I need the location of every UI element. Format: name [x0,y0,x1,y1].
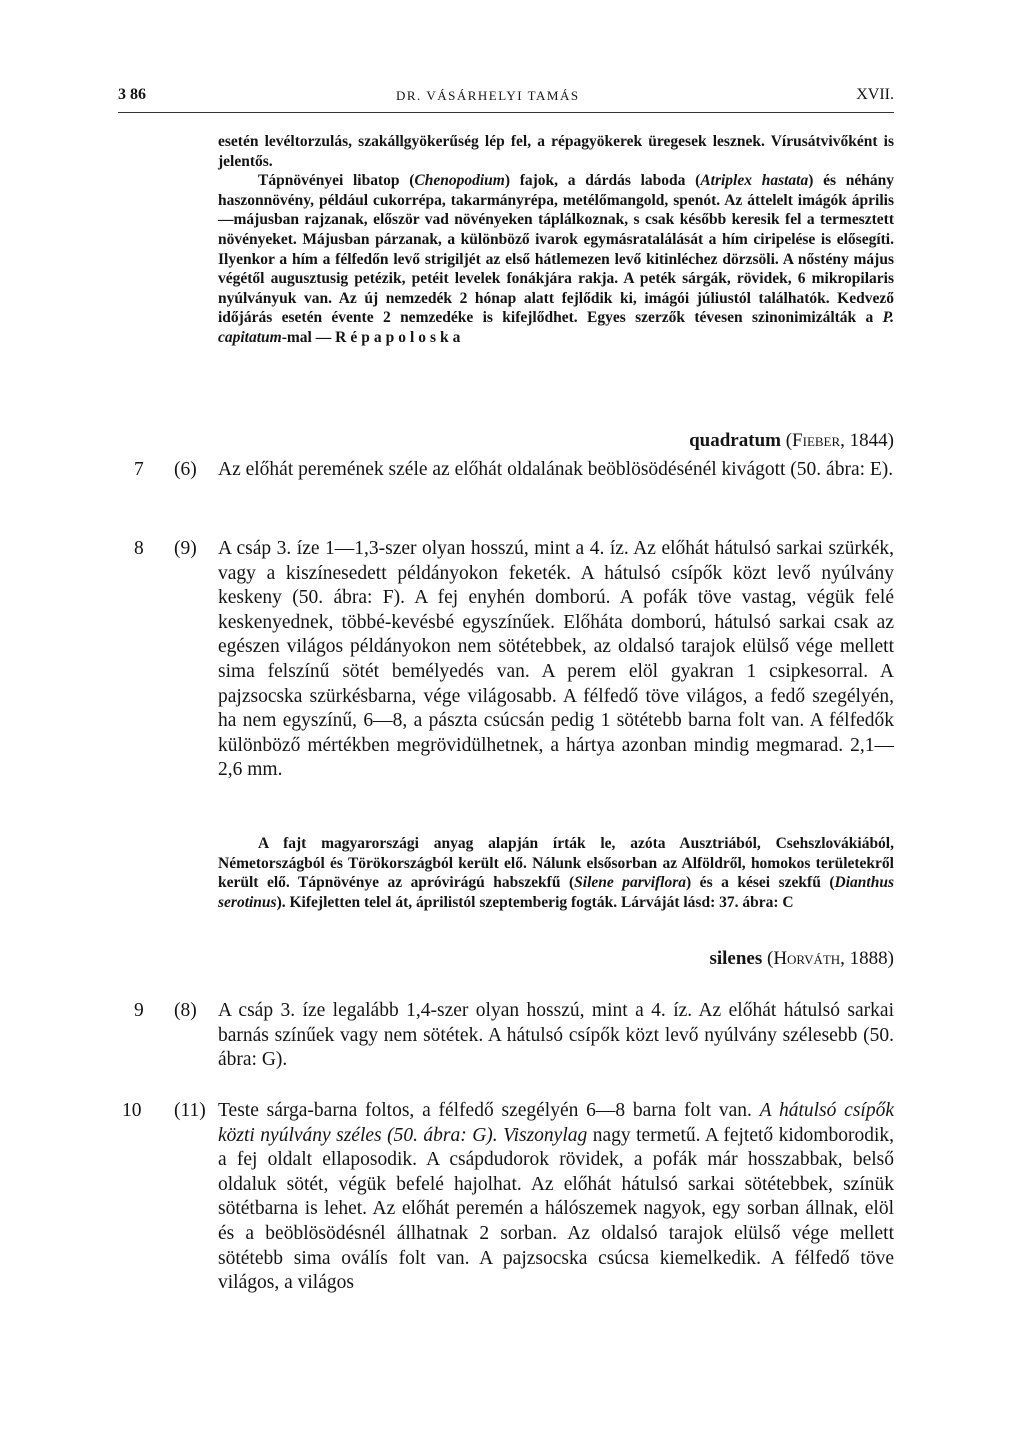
running-head [118,86,894,110]
species-heading-silenes [709,948,894,970]
couplet-text: Az előhát peremének széle az előhát oldalának beöblösödésénél kivágott (50. ábra: E). [218,459,894,480]
header-rule [118,112,894,113]
species-author: (Fieber, 1844) [785,430,894,451]
couplet-reference: (8) [174,1000,197,1021]
key-couplet-10 [118,1099,894,1296]
couplet-reference: (6) [174,459,197,480]
couplet-reference: (9) [174,538,197,559]
common-name: Répapoloska [335,328,465,346]
distribution-note: A fajt magyarországi anyag alapján írták le, azóta Ausztriából, Csehszlovákiából, Németországból és Törökországból került elő. Nálunk elsősorban az Alföldről, homokos területekről került elő. Tápnövénye az apróvirágú habszekfű (Silene parviflora) és a kései szekfű (Dianthus serotinus). Kifejletten telel át, áprilistól szeptemberig fogták. Lárváját lásd: 37. ábra: C [218,835,894,911]
key-couplet-7 [118,458,894,483]
couplet-text: Teste sárga-barna foltos, a félfedő szegélyén 6—8 barna folt van. A hátulsó csípők közti nyúlvány széles (50. ábra: G). Viszonylag nagy termetű. A fejtető kidomborodik, a fej oldalt ellaposodik. A csápdudorok rövidek, a pofák már hosszabbak, belső oldaluk sötét, végük befelé hajolhat. Az előhát hátulsó sarkai sötétebbek, színük sötétbarna is lehet. Az előhát peremén a hálószemek nagyok, egy sorban állnak, elöl és a beöblösödésnél állhatnak 2 sorban. Az oldalsó tarajok elülső vége mellett sötétebb sima oválís folt van. A pajzsocska csúcsa kiemelkedik. A félfedő töve világos, a világos [218,1100,894,1294]
species-name: quadratum [689,430,781,451]
intro-paragraph-2: Tápnövényei libatop (Chenopodium) fajok, a dárdás laboda (Atriplex hastata) és néhány haszonnövény, például cukorrépa, takarmányrépa, metélőmangold, spenót. Az áttelelt imágók április—májusban rajzanak, először vad növényeken táplálkoznak, s csak később keresik fel a termesztett növényeket. Májusban párzanak, a különböző ivarok egymásratalálását a hím ciripelése is elősegíti. Ilyenkor a hím a félfedőn levő strigiljét az első hátlemezen levő kitinléchez dörzsöli. A nőstény május végétől augusztusig petézik, petéit levelek fonákjára rakja. A peték sárgák, rövidek, 6 mikropilaris nyúlványuk van. Az új nemzedék 2 hónap alatt fejlődik ki, imágói júliustól találhatók. Kedvező időjárás esetén évente 2 nemzedéke is kifejlődhet. Egyes szerzők tévesen szinonimizálták a P. capitatum-mal — Répapoloska [218,172,894,346]
key-couplet-8 [118,537,894,783]
running-head-part: XVII. [856,86,894,103]
intro-paragraph-1: esetén levéltorzulás, szakállgyökerűség lép fel, a répagyökerek üregesek lesznek. Vírusátvivőként is jelentős. [218,133,894,170]
couplet-text: A csáp 3. íze legalább 1,4-szer olyan hosszú, mint a 4. íz. Az előhát hátulsó sarkai barnás színűek vagy nem sötétek. A hátulsó csípők közt levő nyúlvány szélesebb (50. ábra: G). [218,1000,894,1071]
couplet-number: 10 [122,1100,142,1121]
page-number: 3 86 [118,86,146,103]
couplet-text: A csáp 3. íze 1—1,3-szer olyan hosszú, mint a 4. íz. Az előhát hátulsó sarkai szürkék, vagy a kiszínesedett példányokon feketék. A hátulsó csípők közt levő nyúlvány keskeny (50. ábra: F). A fej enyhén domború. A pofák töve vastag, végük felé keskenyednek, többé-kevésbé egyszínűek. Előháta domború, hátulsó sarkai csak az egészen világos példányokon nem sötétebbek, az oldalsó tarajok elülső vége mellett sima felszínű sötét bemélyedés van. A perem elöl gyakran 1 csipkesorral. A pajzsocska szürkésbarna, vége világosabb. A félfedő töve világos, a fedő szegélyén, ha nem egyszínű, 6—8, a pászta csúcsán pedig 1 sötétebb barna folt van. A félfedők különböző mértékben megrövidülhetnek, a hártya azonban mindig megmarad. 2,1—2,6 mm. [218,538,894,781]
key-couplet-9 [118,999,894,1073]
couplet-number: 8 [134,538,144,559]
couplet-number: 9 [134,1000,144,1021]
couplet-number: 7 [134,459,144,480]
couplet-reference: (11) [174,1100,206,1121]
running-head-author: DR. VÁSÁRHELYI TAMÁS [396,88,580,103]
species-name: silenes [709,948,763,969]
species-heading-quadratum [689,430,894,452]
species-author: (Horváth, 1888) [767,948,894,969]
intro-section [218,132,894,348]
